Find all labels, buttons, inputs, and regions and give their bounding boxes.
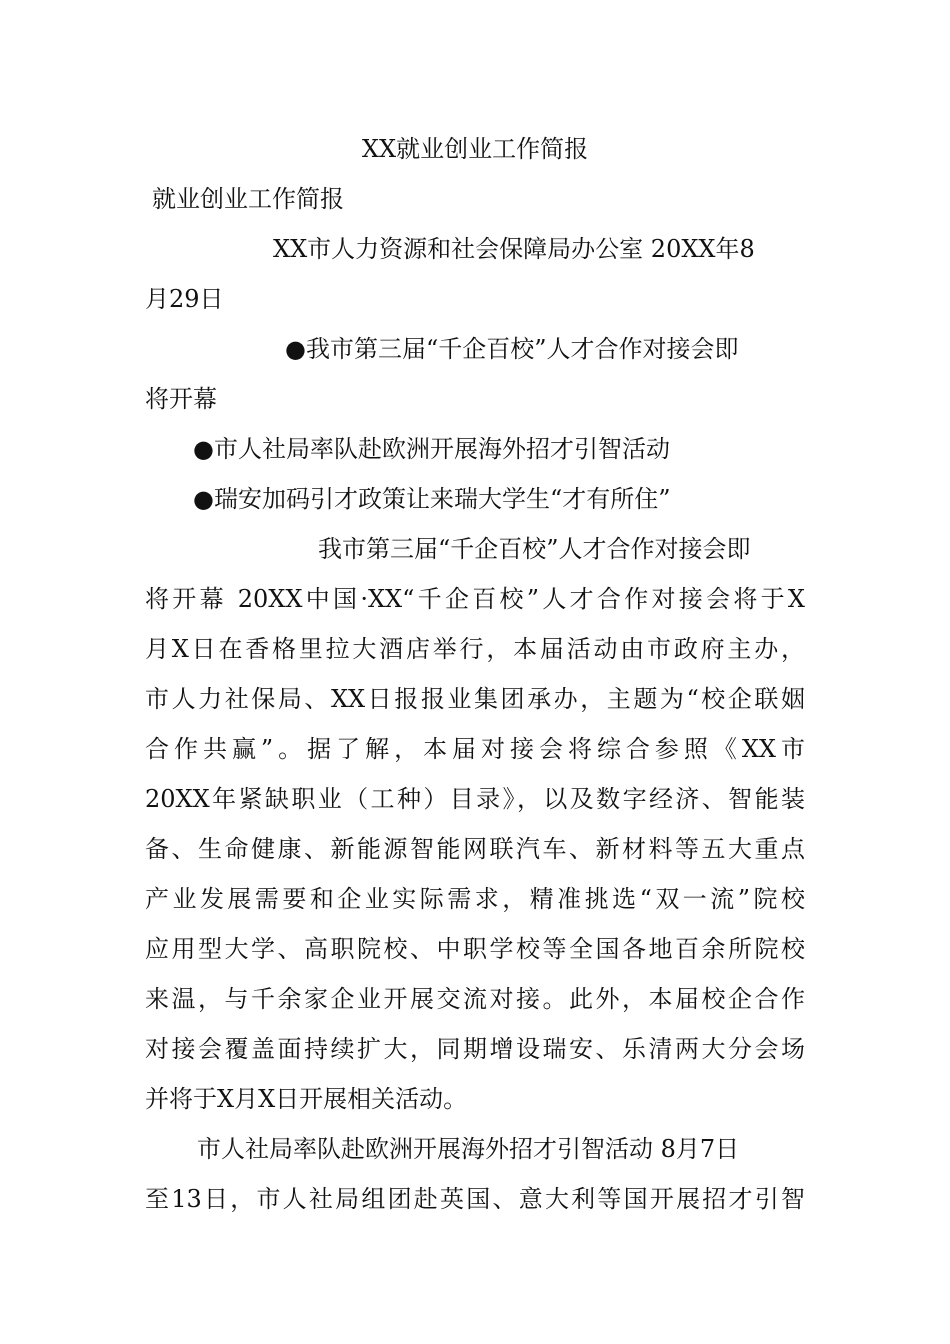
article-1-heading: 我市第三届“千企百校”人才合作对接会即: [318, 535, 751, 563]
article-1-line: 来温，与千余家企业开展交流对接。此外，本届校企合作: [145, 985, 805, 1013]
document-subtitle: 就业创业工作简报: [152, 185, 344, 213]
document-title: XX就业创业工作简报: [361, 135, 589, 163]
article-1-line: 将开幕 20XX中国·XX“千企百校”人才合作对接会将于X: [145, 585, 805, 613]
article-1-line: 合作共赢”。据了解，本届对接会将综合参照《XX市: [145, 735, 805, 763]
issue-date-line: 月29日: [145, 285, 224, 313]
toc-item-1-continued: 将开幕: [145, 385, 217, 413]
article-1-line: 产业发展需要和企业实际需求，精准挑选“双一流”院校: [145, 885, 805, 913]
toc-item-2: ●市人社局率队赴欧洲开展海外招才引智活动: [193, 435, 670, 463]
article-1-line: 市人力社保局、XX日报报业集团承办，主题为“校企联姻: [145, 685, 805, 713]
issuer-line: XX市人力资源和社会保障局办公室 20XX年8: [273, 235, 755, 263]
article-2-line: 至13日，市人社局组团赴英国、意大利等国开展招才引智: [145, 1185, 805, 1213]
article-1-line: 并将于X月X日开展相关活动。: [145, 1085, 468, 1113]
article-1-line: 对接会覆盖面持续扩大，同期增设瑞安、乐清两大分会场: [145, 1035, 805, 1063]
toc-item-3: ●瑞安加码引才政策让来瑞大学生“才有所住”: [193, 485, 671, 513]
article-1-line: 月X日在香格里拉大酒店举行，本届活动由市政府主办，: [145, 635, 805, 663]
article-1-line: 备、生命健康、新能源智能网联汽车、新材料等五大重点: [145, 835, 805, 863]
article-2-heading: 市人社局率队赴欧洲开展海外招才引智活动 8月7日: [197, 1135, 740, 1163]
toc-item-1: ●我市第三届“千企百校”人才合作对接会即: [285, 335, 739, 363]
article-1-line: 20XX年紧缺职业（工种）目录》，以及数字经济、智能装: [145, 785, 805, 813]
article-1-line: 应用型大学、高职院校、中职学校等全国各地百余所院校: [145, 935, 805, 963]
